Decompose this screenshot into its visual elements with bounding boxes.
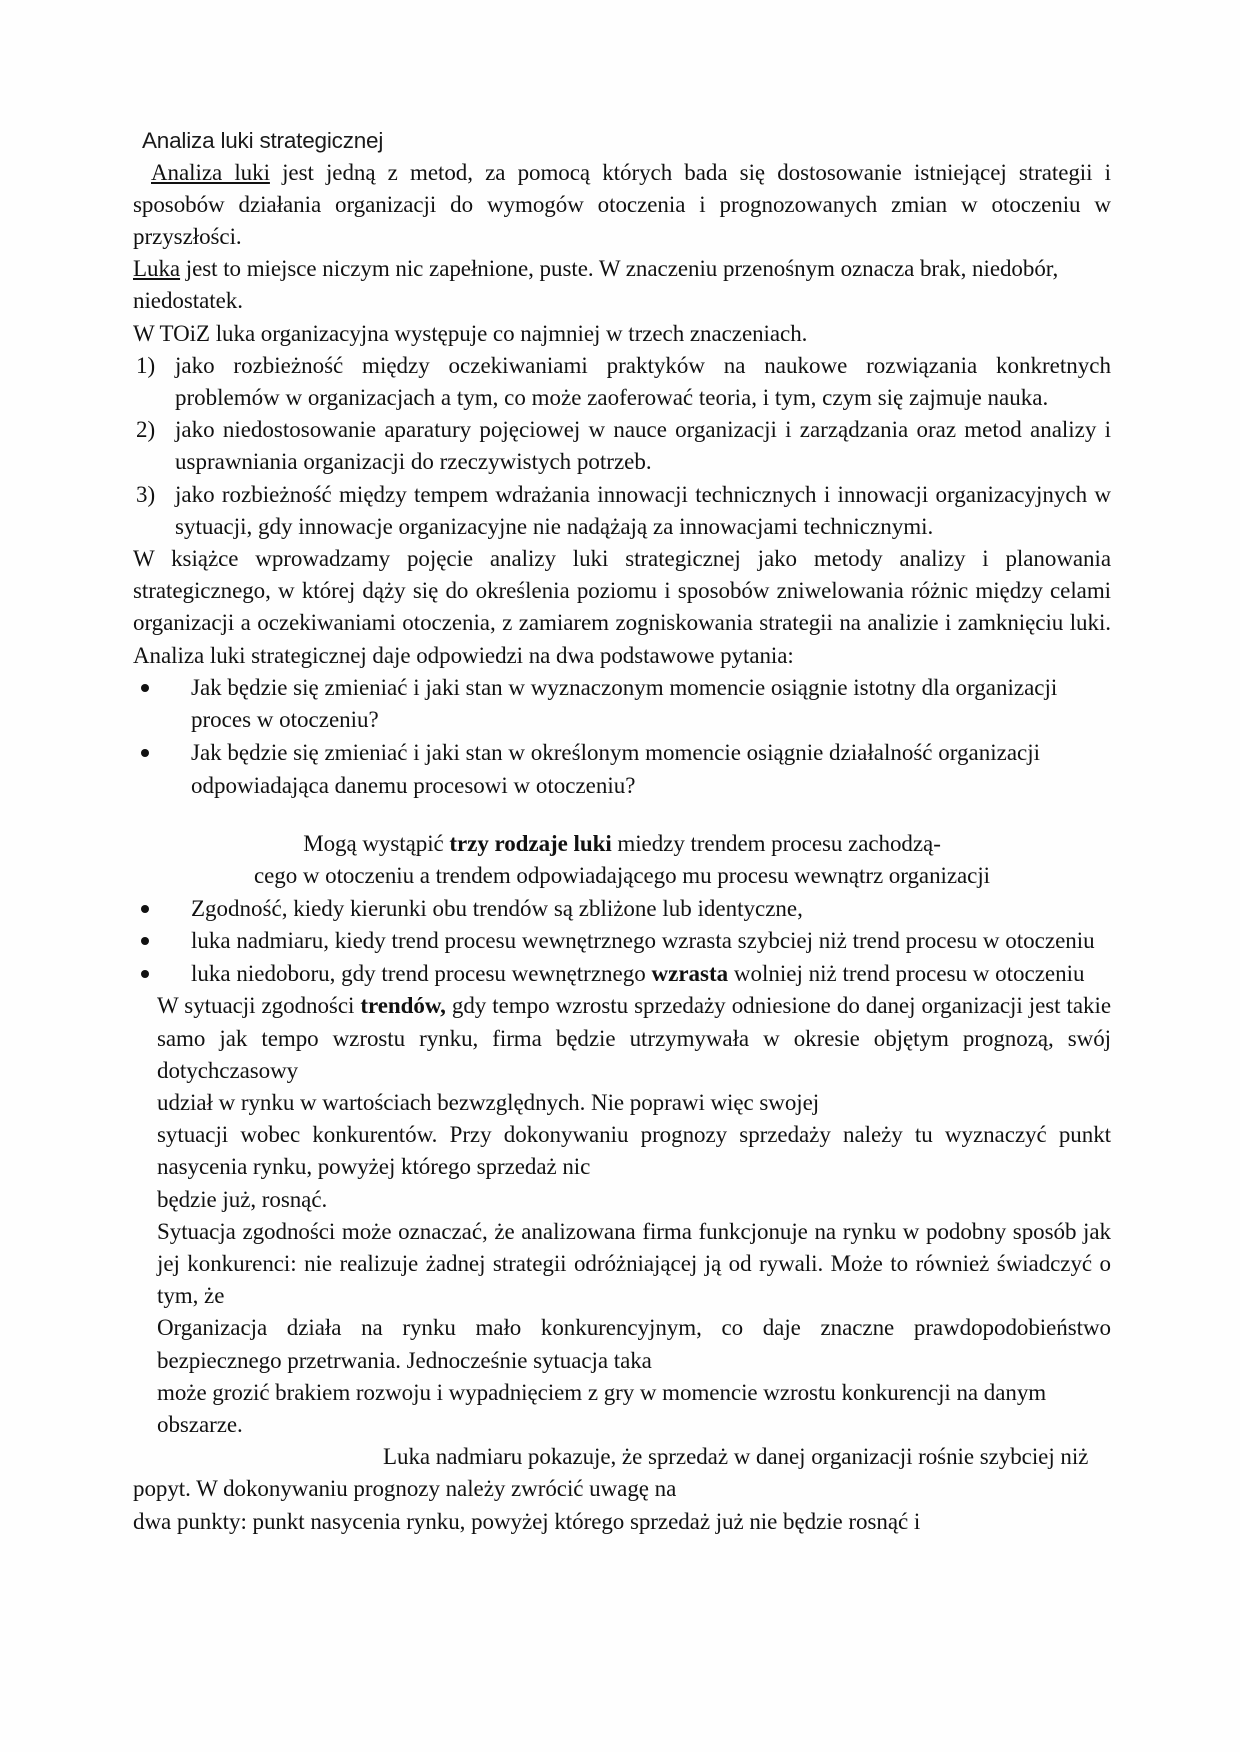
list-item [133,893,1111,926]
grow-paragraph: będzie już, rosnąć. [157,1186,328,1212]
bullet-icon [141,937,149,945]
share-paragraph: udział w rynku w wartościach bezwzględnych. Nie poprawi więc swojej [157,1089,820,1115]
numbered-list [133,350,1111,543]
page-title: Analiza luki strategicznej [142,128,384,153]
gap-types-heading-line2: cego w otoczeniu a trendem odpowiadającego mu procesu wewnątrz organizacji [253,863,991,889]
list-item [133,958,1111,991]
gap-type-text-before: luka niedoboru, gdy trend procesu wewnętrznego [191,960,652,986]
list-item [133,672,1111,737]
list-item [133,350,1111,414]
intro-lead-rest: jest jedną z metod, za pomocą których bada się dostosowanie istniejącej strategii i sposobów działania organizacji do wymogów otoczenia i prognozowanych zmian w otoczeniu w przyszłości. [133,159,1111,249]
list-marker: 3) [136,481,156,507]
risk-paragraph: może grozić brakiem rozwoju i wypadnięciem z gry w momencie wzrostu konkurencji na danym obszarze. [157,1379,1047,1437]
gap-type-text-after: wolniej niż trend procesu w otoczeniu [728,960,1085,986]
gap-type-text-bold: wzrasta [651,960,729,986]
gap-heading-before: Mogą wystąpić [303,831,450,857]
book-paragraph: W książce wprowadzamy pojęcie analizy luki strategicznej jako metody analizy i planowania strategicznego, w której dąży się do określenia poziomu i sposobów zniwelowania różnic między celami organizacji a oczekiwaniami otoczenia, z zamiarem zogniskowania strategii na analizie i zamknięciu luki. Analiza luki strategicznej daje odpowiedzi na dwa podstawowe pytania: [133,545,1111,668]
gap-types-heading-line1 [133,828,1111,860]
bullet-icon [141,905,149,913]
definition-term-rest: jest to miejsce niczym nic zapełnione, puste. W znaczeniu przenośnym oznacza brak, niedobór, niedostatek. [133,256,1059,314]
intro-lead-underline: Analiza luki [151,159,270,185]
trends-block [157,990,1111,1441]
conformity-paragraph: Sytuacja zgodności może oznaczać, że analizowana firma funkcjonuje na rynku w podobny sposób jak jej konkurenci: nie realizuje żadnej strategii odróżniającej ją od rywali. Może to również świadczyć o tym, że [157,1218,1111,1309]
definition-term-underline: Luka [133,256,181,282]
trends-paragraph [157,990,1111,1087]
question-text: Jak będzie się zmieniać i jaki stan w wyznaczonym momencie osiągnie istotny dla organizacji proces w otoczeniu? [191,674,1058,733]
document-content [133,128,1111,1538]
gap-type-text: Zgodność, kiedy kierunki obu trendów są zbliżone lub identyczne, [191,895,803,921]
bullet-icon [141,749,149,757]
trends-before: W sytuacji zgodności [157,993,361,1019]
gap-types-list [133,893,1111,991]
intro-paragraph [133,157,1111,254]
gap-heading-after: miedzy trendem procesu zachodzą- [611,831,941,857]
list-item [133,925,1111,958]
organization-paragraph: Organizacja działa na rynku mało konkurencyjnym, co daje znaczne prawdopodobieństwo bezpiecznego przetrwania. Jednocześnie sytuacja taka [157,1315,1111,1373]
list-item-text: jako niedostosowanie aparatury pojęciowej w nauce organizacji i zarządzania oraz metod analizy i usprawniania organizacji do rzeczywistych potrzeb. [175,417,1111,475]
bullet-icon [141,970,149,978]
surplus-paragraph: Luka nadmiaru pokazuje, że sprzedaż w danej organizacji rośnie szybciej niż popyt. W dokonywaniu prognozy należy zwrócić uwagę na [133,1444,1089,1502]
list-item-text: jako rozbieżność między oczekiwaniami praktyków na naukowe rozwiązania konkretnych problemów w organizacjach a tym, co może zaoferować teoria, i tym, czym się zajmuje nauka. [175,352,1111,410]
spacer [133,802,1111,828]
list-item-text: jako rozbieżność między tempem wdrażania innowacji technicznych i innowacji organizacyjnych w sytuacji, gdy innowacje organizacyjne nie nadążają za innowacjami technicznymi. [175,481,1111,539]
definition-paragraph [133,253,1111,317]
list-item [133,737,1111,802]
toiz-line: W TOiZ luka organizacyjna występuje co najmniej w trzech znaczeniach. [133,320,808,346]
competitors-paragraph: sytuacji wobec konkurentów. Przy dokonywaniu prognozy sprzedaży należy tu wyznaczyć punkt nasycenia rynku, powyżej którego sprzedaż nic [157,1122,1111,1180]
trends-bold: trendów, [360,993,446,1019]
trends-after: gdy tempo wzrostu sprzedaży odniesione do danej organizacji jest takie samo jak tempo wzrostu rynku, firma będzie utrzymywała w okresie objętym prognozą, swój dotychczasowy [157,993,1111,1083]
list-marker: 1) [136,352,156,378]
gap-type-text: luka nadmiaru, kiedy trend procesu wewnętrznego wzrasta szybciej niż trend procesu w otoczeniu [191,928,1095,954]
two-points-paragraph: dwa punkty: punkt nasycenia rynku, powyżej którego sprzedaż już nie będzie rosnąć i [133,1508,921,1534]
bullet-icon [141,684,149,692]
gap-heading-bold: trzy rodzaje luki [449,831,612,857]
questions-list [133,672,1111,802]
list-item [133,414,1111,478]
list-marker: 2) [136,417,156,443]
list-item [133,479,1111,543]
question-text: Jak będzie się zmieniać i jaki stan w określonym momencie osiągnie działalność organizacji odpowiadająca danemu procesowi w otoczeniu? [191,739,1041,798]
